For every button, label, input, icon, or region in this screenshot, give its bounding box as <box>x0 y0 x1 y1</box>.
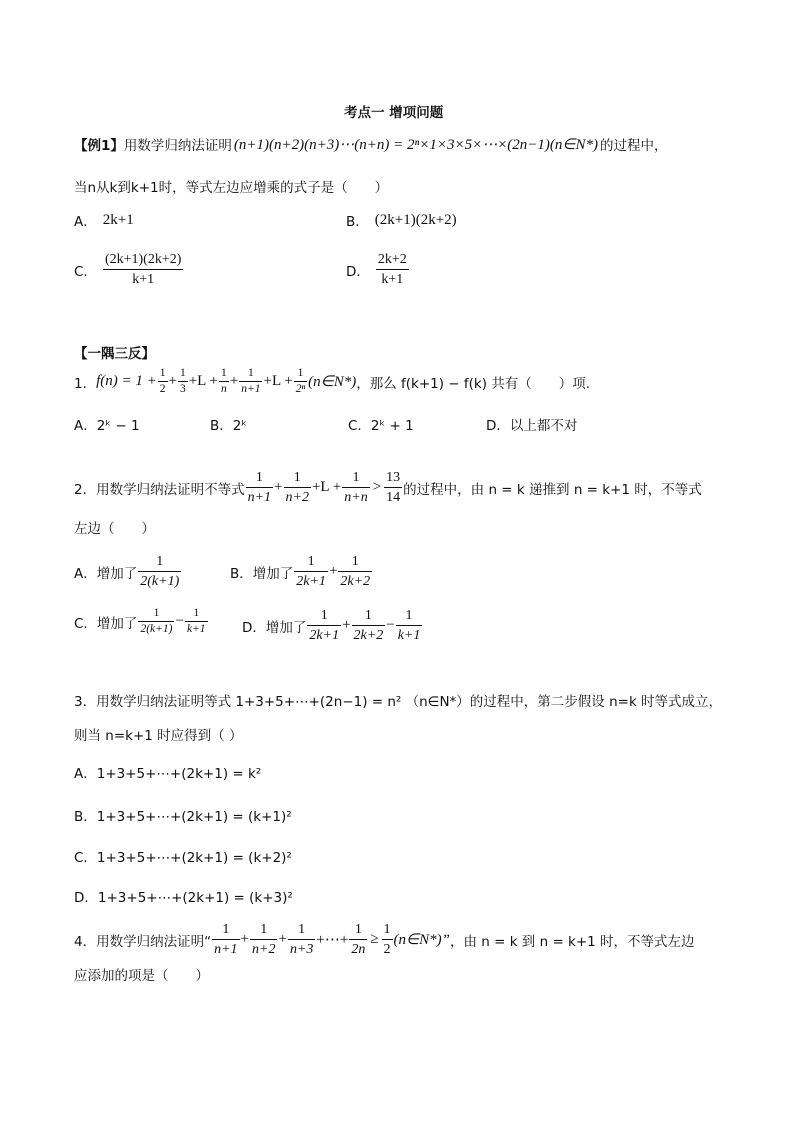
plus-sign: + <box>168 373 177 389</box>
fraction-denominator: 2(k+1) <box>140 574 180 589</box>
fraction-numerator: (2k+1)(2k+2) <box>103 250 183 270</box>
fraction <box>212 920 239 959</box>
example-intro: 用数学归纳法证明 <box>123 138 232 154</box>
question-2-option-b[interactable]: B．增加了 $\frac{1}{2k+1}$ + $\frac{1}{2k+2}$ <box>230 554 371 589</box>
question-2-option-a[interactable] <box>74 552 182 591</box>
example-formula: (n+1)(n+2)(n+3)⋯(n+n) = 2ⁿ×1×3×5×⋯×(2n−1)(n∈N*) <box>233 136 598 153</box>
option-label: C． <box>74 263 97 280</box>
fraction-denominator: n+1 <box>241 383 261 395</box>
fraction-denominator: 2k+1 <box>309 628 340 643</box>
fraction-numerator: 1 <box>239 366 262 382</box>
formula-part: f(n) = 1 + <box>96 373 157 389</box>
fraction-denominator: n+2 <box>285 490 309 505</box>
formula-part: +L + <box>188 373 218 389</box>
fraction-denominator: 2n <box>351 942 366 957</box>
fraction-denominator: 2ⁿ <box>295 383 306 395</box>
fraction-denominator: n+1 <box>214 942 238 957</box>
fraction-numerator: 1 <box>219 366 229 382</box>
fraction-numerator: 1 <box>294 552 328 572</box>
option-label: A．增加了 <box>74 565 138 582</box>
question-3-option-c[interactable]: C．1+3+5+⋯+(2k+1) = (k+2)² <box>74 850 292 866</box>
fraction-numerator: 1 <box>396 606 423 626</box>
fraction-numerator: 1 <box>338 552 372 572</box>
question-3-option-d[interactable]: D．1+3+5+⋯+(2k+1) = (k+3)² <box>74 890 293 906</box>
condition: (n∈N*)” <box>393 932 450 948</box>
fraction <box>294 366 307 397</box>
example-tag: 【例1】 <box>74 138 124 154</box>
fraction <box>138 552 181 591</box>
example-stem <box>74 134 668 154</box>
fraction-denominator: n+2 <box>252 942 276 957</box>
fraction <box>307 606 341 645</box>
minus-sign: − <box>386 617 395 633</box>
fraction <box>246 468 273 507</box>
fraction <box>342 468 369 507</box>
fraction-denominator: n <box>221 383 227 395</box>
fraction-numerator: 1 <box>185 606 208 622</box>
fraction <box>284 468 311 507</box>
example-line2: 当n从k到k+1时，等式左边应增乘的式子是（ ） <box>74 180 389 196</box>
fraction-numerator: 1 <box>246 468 273 488</box>
fraction-denominator: 2k+2 <box>340 574 371 589</box>
fraction-denominator: 2k+2 <box>353 628 384 643</box>
formula-part: +⋯+ <box>316 932 349 948</box>
fraction-denominator: n+n <box>344 490 368 505</box>
fraction <box>294 552 328 591</box>
question-number: 2． <box>74 481 97 498</box>
option-label: C．增加了 <box>74 615 138 632</box>
option-label: D． <box>346 263 370 280</box>
question-2-stem: 2． 用数学归纳法证明不等式 $\frac{1}{n+1}$ + $\frac{1}{n+2}$ +L + $\frac{1}{n+n}$ > $\frac{13}{14}$ 的过程中，由 n = k 递推到 n = k+1 时，不等式 <box>74 470 702 505</box>
question-3-line1: 3．用数学归纳法证明等式 1+3+5+⋯+(2n−1) = n² （n∈N*）的过程中，第二步假设 n=k 时等式成立， <box>74 694 723 710</box>
fraction <box>352 606 386 645</box>
fraction-numerator: 1 <box>178 366 188 382</box>
minus-sign: − <box>175 613 184 629</box>
fraction <box>288 920 315 959</box>
question-intro: 用数学归纳法证明不等式 <box>96 481 245 498</box>
fraction <box>250 920 277 959</box>
fraction-denominator: 2 <box>159 383 166 395</box>
question-tail: ，由 n = k 到 n = k+1 时，不等式左边 <box>449 933 695 950</box>
fraction-denominator: k+1 <box>397 628 421 643</box>
question-2-line2: 左边（ ） <box>74 521 155 537</box>
example-option-d[interactable] <box>346 250 410 289</box>
option-text: 2k+1 <box>102 211 134 228</box>
fraction-numerator: 1 <box>212 920 239 940</box>
fraction-denominator: k+1 <box>186 623 206 635</box>
fraction-denominator: 2k+1 <box>296 574 326 589</box>
fraction-denominator: k+1 <box>381 272 404 287</box>
example-tail: 的过程中， <box>600 138 668 154</box>
fraction-denominator: k+1 <box>132 272 155 287</box>
fraction-numerator: 1 <box>284 468 311 488</box>
example-option-c[interactable] <box>74 250 184 289</box>
fraction-numerator: 1 <box>307 606 341 626</box>
option-label: B．增加了 <box>230 565 294 582</box>
plus-sign: + <box>229 373 239 389</box>
question-tail: ，那么 f(k+1) − f(k) 共有（ ）项. <box>356 375 591 392</box>
fraction <box>384 468 402 507</box>
fraction <box>178 366 188 397</box>
fraction-numerator: 13 <box>384 468 402 488</box>
option-fraction <box>376 250 409 289</box>
question-4-line2: 应添加的项是（ ） <box>74 968 209 984</box>
option-fraction <box>103 250 183 289</box>
fraction-numerator: 2k+2 <box>376 250 409 270</box>
option-label: A． <box>74 214 97 230</box>
fraction <box>382 920 393 959</box>
question-3-option-a[interactable]: A．1+3+5+⋯+(2k+1) = k² <box>74 766 262 782</box>
fraction-numerator: 1 <box>138 606 174 622</box>
fraction <box>239 366 262 397</box>
fraction <box>185 606 208 637</box>
question-4-stem: 4．用数学归纳法证明“ $\frac{1}{n+1}$ + $\frac{1}{n+2}$ + $\frac{1}{n+3}$ +⋯+ $\frac{1}{2n}$ ≥ $\frac{1}{2}$ (n∈N*)” ，由 n = k 到 n = k+1 时，不等式左边 <box>74 922 695 957</box>
example-option-b[interactable] <box>346 210 457 230</box>
fraction-numerator: 1 <box>158 366 168 382</box>
fraction <box>349 920 367 959</box>
fraction-numerator: 1 <box>250 920 277 940</box>
fraction-numerator: 1 <box>342 468 369 488</box>
fraction-numerator: 1 <box>294 366 307 382</box>
condition: (n∈N*) <box>308 374 357 390</box>
fraction-denominator: n+1 <box>247 490 272 505</box>
question-3-line2: 则当 n=k+1 时应得到（ ） <box>74 728 243 744</box>
question-1-option-d[interactable]: D．以上都不对 <box>486 418 578 434</box>
greater-than: > <box>372 479 382 495</box>
fraction <box>396 606 423 645</box>
fraction-denominator: 2 <box>383 942 391 957</box>
option-label: D．增加了 <box>242 619 307 636</box>
question-1-option-b[interactable]: B．2ᵏ <box>210 418 248 434</box>
fraction-denominator: 3 <box>179 383 186 395</box>
fraction <box>158 366 168 397</box>
question-intro: 4．用数学归纳法证明“ <box>74 933 212 950</box>
fraction-numerator: 1 <box>138 552 181 572</box>
fraction-denominator: 14 <box>386 490 401 505</box>
fraction-numerator: 1 <box>382 920 393 940</box>
question-2-option-d[interactable]: D．增加了 $\frac{1}{2k+1}$ + $\frac{1}{2k+2}$ − $\frac{1}{k+1}$ <box>242 608 421 643</box>
section-title: 考点一 增项问题 <box>344 105 444 121</box>
question-tail: 的过程中，由 n = k 递推到 n = k+1 时，不等式 <box>403 481 702 498</box>
fraction <box>138 606 174 637</box>
fraction-numerator: 1 <box>352 606 386 626</box>
example-option-a[interactable] <box>74 210 134 230</box>
option-label: B． <box>346 214 369 230</box>
fraction-denominator: n+3 <box>289 942 314 957</box>
fraction-denominator: 2(k+1) <box>140 623 173 635</box>
question-number: 1． <box>74 375 97 392</box>
fraction <box>338 552 372 591</box>
formula-part: +L + <box>263 373 293 389</box>
fraction <box>219 366 229 397</box>
option-text: (2k+1)(2k+2) <box>374 211 457 228</box>
formula-part: +L + <box>311 479 342 495</box>
question-1-option-c[interactable]: C．2ᵏ + 1 <box>348 418 414 434</box>
fraction-numerator: 1 <box>288 920 315 940</box>
question-3-option-b[interactable]: B．1+3+5+⋯+(2k+1) = (k+1)² <box>74 809 292 825</box>
question-2-option-c[interactable] <box>74 606 209 637</box>
practice-title: 【一隅三反】 <box>74 346 155 362</box>
ge-sign: ≥ <box>370 931 379 947</box>
fraction-numerator: 1 <box>349 920 367 940</box>
question-1-stem <box>74 366 590 397</box>
question-1-option-a[interactable]: A．2ᵏ − 1 <box>74 418 140 434</box>
